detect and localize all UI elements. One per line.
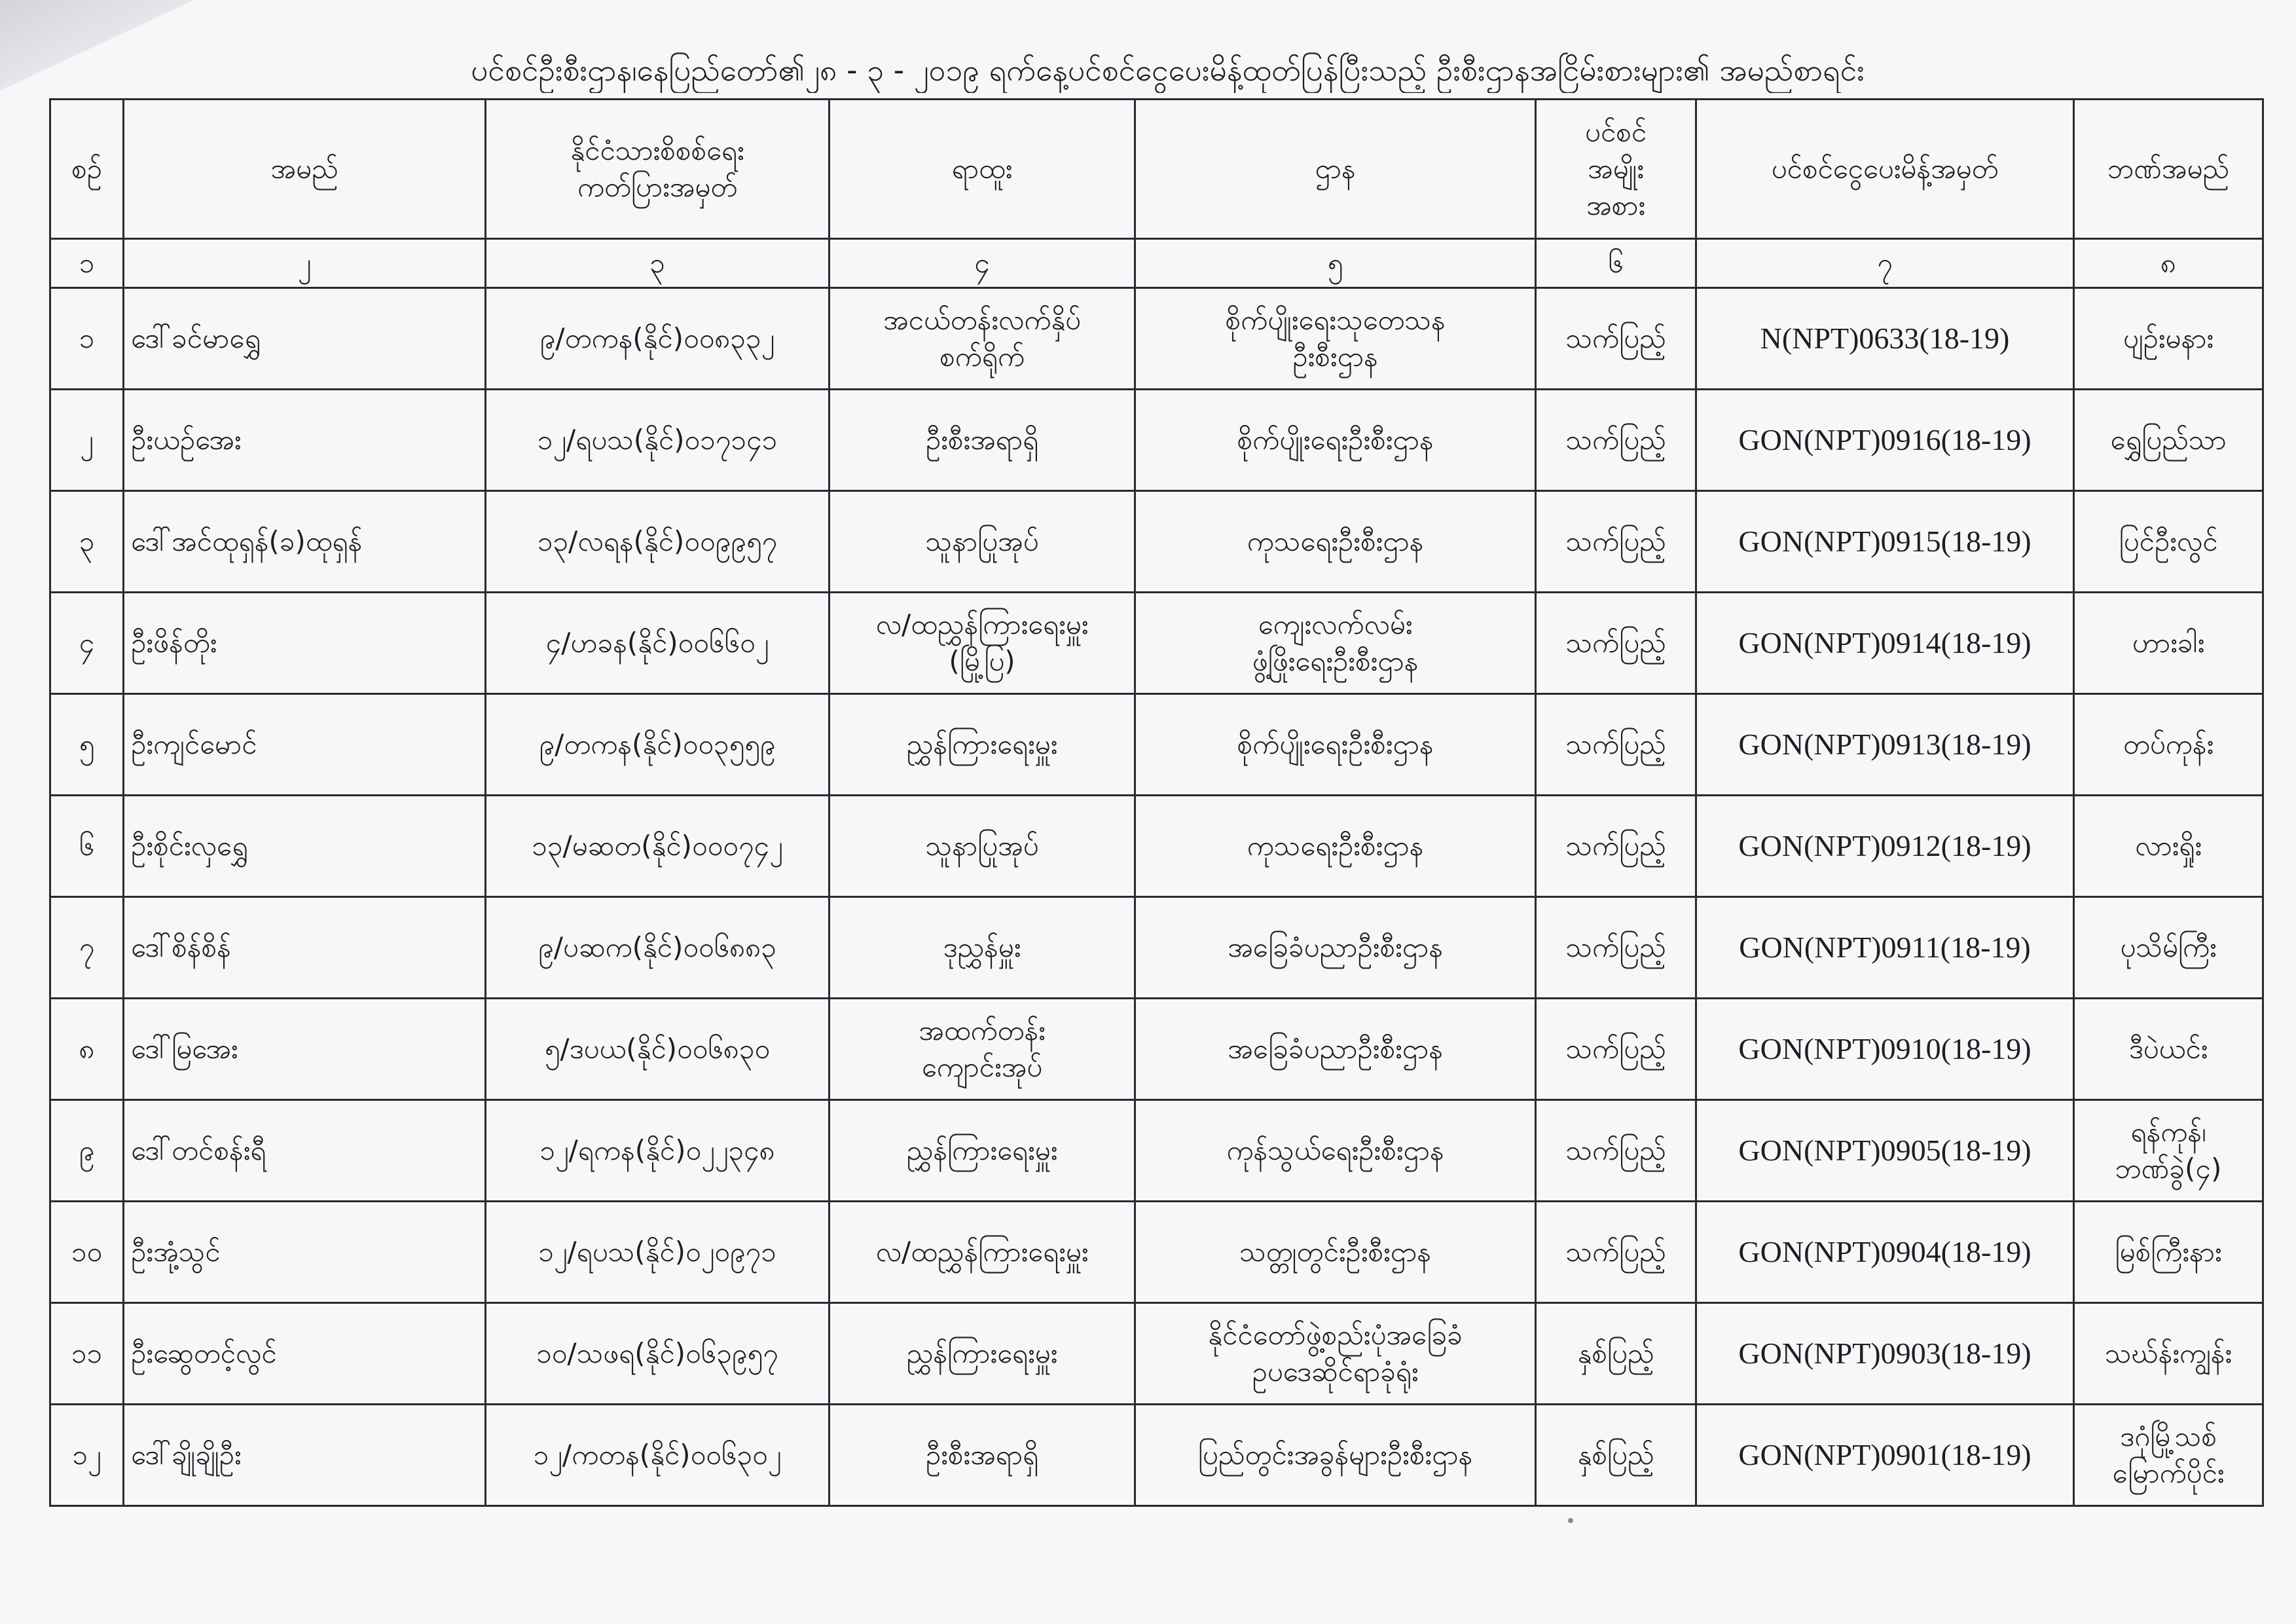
table-row — [50, 897, 2263, 999]
nrc-cell: ၁၂/ရပသ(နိုင်)၀၁၇၁၄၁ — [486, 390, 829, 491]
bank-cell — [2074, 796, 2263, 897]
bank-cell-line: မြောက်ပိုင်း — [2112, 1457, 2225, 1489]
department-cell-line: စိုက်ပျိုးရေးသုတေသန — [1225, 304, 1446, 336]
column-number: ၇ — [1696, 239, 2074, 288]
name-cell: ဒေါ်စိန်စိန် — [124, 897, 486, 999]
pension-type-cell: သက်ပြည့် — [1536, 694, 1696, 796]
nrc-cell: ၉/တကန(နိုင်)၀၀၈၃၃၂ — [486, 288, 829, 390]
department-cell-line: စိုက်ပျိုးရေးဦးစီးဌာန — [1237, 728, 1434, 760]
name-cell: ဒေါ်ခင်မာရွှေ — [124, 288, 486, 390]
nrc-cell: ၁၃/မဆတ(နိုင်)၀၀၀၇၄၂ — [486, 796, 829, 897]
department-cell — [1135, 999, 1536, 1100]
bank-cell — [2074, 593, 2263, 694]
bank-cell-line: မြစ်ကြီးနား — [2115, 1236, 2222, 1268]
table-row — [50, 796, 2263, 897]
permit-number-cell: GON(NPT)0916(18-19) — [1696, 390, 2074, 491]
position-cell-line: လ/ထညွှန်ကြားရေးမှူး — [875, 608, 1089, 640]
row-number-cell: ၁၀ — [50, 1202, 124, 1303]
position-cell-line: အငယ်တန်းလက်နှိပ် — [883, 304, 1082, 336]
name-cell: ဦးစိုင်းလှရွှေ — [124, 796, 486, 897]
column-number: ၃ — [486, 239, 829, 288]
name-cell: ဒေါ်တင်စန်းရီ — [124, 1100, 486, 1202]
name-cell: ဒေါ်အင်ထုရှန်(ခ)ထုရှန် — [124, 491, 486, 593]
bank-cell — [2074, 1100, 2263, 1202]
position-cell — [829, 491, 1135, 593]
department-cell-line: အခြေခံပညာဦးစီးဌာန — [1228, 931, 1443, 963]
pension-type-cell: နှစ်ပြည့် — [1536, 1405, 1696, 1506]
permit-number-cell: GON(NPT)0912(18-19) — [1696, 796, 2074, 897]
department-cell — [1135, 1100, 1536, 1202]
position-cell — [829, 288, 1135, 390]
department-cell-line: နိုင်ငံတော်ဖွဲ့စည်းပုံအခြေခံ — [1208, 1319, 1463, 1351]
row-number-cell: ၄ — [50, 593, 124, 694]
bank-cell-line: ဒီပဲယင်း — [2128, 1033, 2208, 1065]
position-cell — [829, 1100, 1135, 1202]
department-cell-line: ကျေးလက်လမ်း — [1258, 608, 1413, 640]
pension-type-cell: သက်ပြည့် — [1536, 897, 1696, 999]
table-row — [50, 491, 2263, 593]
pension-roster-table — [49, 98, 2264, 1507]
position-cell-line: သူနာပြုအုပ် — [925, 830, 1039, 862]
table-row — [50, 390, 2263, 491]
table-row — [50, 1303, 2263, 1405]
permit-number-cell: GON(NPT)0914(18-19) — [1696, 593, 2074, 694]
nrc-cell: ၉/ပဆက(နိုင်)၀၀၆၈၈၃ — [486, 897, 829, 999]
name-cell: ဒေါ်မြအေး — [124, 999, 486, 1100]
pension-type-cell: နှစ်ပြည့် — [1536, 1303, 1696, 1405]
header-name-line: အမည် — [270, 153, 338, 185]
position-cell — [829, 897, 1135, 999]
header-pension-type-line: အစား — [1586, 189, 1646, 221]
column-number: ၄ — [829, 239, 1135, 288]
permit-number-cell: GON(NPT)0903(18-19) — [1696, 1303, 2074, 1405]
header-bank-line: ဘဏ်အမည် — [2107, 153, 2229, 185]
column-number: ၂ — [124, 239, 486, 288]
table-row — [50, 1100, 2263, 1202]
bank-cell — [2074, 390, 2263, 491]
nrc-cell: ၁၃/လရန(နိုင်)၀၀၉၉၅၇ — [486, 491, 829, 593]
nrc-cell: ၉/တကန(နိုင်)၀၀၃၅၅၉ — [486, 694, 829, 796]
bank-cell-line: ဒဂုံမြို့သစ် — [2120, 1420, 2217, 1452]
department-cell-line: ကုသရေးဦးစီးဌာန — [1247, 525, 1424, 557]
column-number: ၅ — [1135, 239, 1536, 288]
department-cell-line: ဖွံ့ဖြိုးရေးဦးစီးဌာန — [1252, 645, 1419, 677]
column-number: ၈ — [2074, 239, 2263, 288]
bank-cell — [2074, 694, 2263, 796]
table-header-row — [50, 100, 2263, 239]
position-cell-line: အထက်တန်း — [919, 1014, 1046, 1046]
column-number: ၆ — [1536, 239, 1696, 288]
bank-cell-line: ဘဏ်ခွဲ(၄) — [2115, 1153, 2222, 1185]
position-cell-line: ဦးစီးအရာရှိ — [925, 1439, 1039, 1471]
permit-number-cell: GON(NPT)0913(18-19) — [1696, 694, 2074, 796]
header-no — [50, 100, 124, 239]
table-row — [50, 288, 2263, 390]
position-cell — [829, 694, 1135, 796]
name-cell: ဦးဆွေတင့်လွင် — [124, 1303, 486, 1405]
position-cell — [829, 1303, 1135, 1405]
department-cell-line: ဦးစီးဌာန — [1292, 341, 1378, 373]
department-cell — [1135, 694, 1536, 796]
position-cell-line: ဒုညွှန်မှူး — [943, 931, 1021, 963]
header-permit-no — [1696, 100, 2074, 239]
pension-type-cell: သက်ပြည့် — [1536, 999, 1696, 1100]
position-cell — [829, 999, 1135, 1100]
table-row — [50, 1202, 2263, 1303]
permit-number-cell: GON(NPT)0904(18-19) — [1696, 1202, 2074, 1303]
position-cell-line: ကျောင်းအုပ် — [921, 1051, 1043, 1083]
table-body — [50, 288, 2263, 1506]
row-number-cell: ၃ — [50, 491, 124, 593]
header-permit-no-line: ပင်စင်ငွေပေးမိန့်အမှတ် — [1771, 153, 1999, 185]
bank-cell-line: သဃ်န်းကျွန်း — [2104, 1337, 2232, 1369]
permit-number-cell: GON(NPT)0905(18-19) — [1696, 1100, 2074, 1202]
header-name — [124, 100, 486, 239]
header-nrc — [486, 100, 829, 239]
bank-cell-line: ပုသိမ်ကြီး — [2120, 931, 2217, 963]
position-cell — [829, 390, 1135, 491]
name-cell: ဦးကျင်မောင် — [124, 694, 486, 796]
bank-cell — [2074, 1202, 2263, 1303]
bank-cell — [2074, 491, 2263, 593]
bank-cell-line: ရန်ကုန်၊ — [2130, 1116, 2206, 1148]
position-cell-line: လ/ထညွှန်ကြားရေးမှူး — [875, 1236, 1089, 1268]
header-pension-type-line: ပင်စင် — [1584, 116, 1647, 148]
bank-cell — [2074, 897, 2263, 999]
department-cell — [1135, 593, 1536, 694]
position-cell — [829, 593, 1135, 694]
bank-cell-line: ရွှေပြည်သာ — [2110, 424, 2227, 456]
header-position — [829, 100, 1135, 239]
department-cell — [1135, 897, 1536, 999]
header-pension-type-line: အမျိုး — [1588, 153, 1644, 185]
nrc-cell: ၄/ဟခန(နိုင်)၀၀၆၆၀၂ — [486, 593, 829, 694]
header-pension-type — [1536, 100, 1696, 239]
nrc-cell: ၁၂/ရပသ(နိုင်)၀၂၀၉၇၁ — [486, 1202, 829, 1303]
bank-cell-line: ဟားခါး — [2132, 627, 2205, 659]
department-cell-line: အခြေခံပညာဦးစီးဌာန — [1228, 1033, 1443, 1065]
document-title: ပင်စင်ဦးစီးဌာန၊နေပြည်တော်၏၂၈ - ၃ - ၂၀၁၉ ရက်နေ့ပင်စင်ငွေပေးမိန့်ထုတ်ပြန်ပြီးသည့် ဦးစီးဌာနအငြိမ်းစားများ၏ အမည်စာရင်း — [471, 52, 1865, 88]
department-cell-line: ကုန်သွယ်ရေးဦးစီးဌာန — [1226, 1134, 1444, 1166]
pension-type-cell: သက်ပြည့် — [1536, 288, 1696, 390]
name-cell: ဦးအုံ့သွင် — [124, 1202, 486, 1303]
position-cell-line: ညွှန်ကြားရေးမှူး — [906, 728, 1058, 760]
pension-type-cell: သက်ပြည့် — [1536, 1202, 1696, 1303]
header-nrc-line: ကတ်ပြားအမှတ် — [577, 171, 738, 203]
department-cell — [1135, 1405, 1536, 1506]
department-cell — [1135, 288, 1536, 390]
row-number-cell: ၁၂ — [50, 1405, 124, 1506]
bank-cell-line: ပြင်ဦးလွင် — [2119, 525, 2218, 557]
pension-type-cell: သက်ပြည့် — [1536, 1100, 1696, 1202]
permit-number-cell: GON(NPT)0901(18-19) — [1696, 1405, 2074, 1506]
table-row — [50, 694, 2263, 796]
scan-speck — [1568, 1518, 1573, 1523]
pension-type-cell: သက်ပြည့် — [1536, 593, 1696, 694]
nrc-cell: ၁၀/သဖရ(နိုင်)၀၆၃၉၅၇ — [486, 1303, 829, 1405]
position-cell-line: သူနာပြုအုပ် — [925, 525, 1039, 557]
bank-cell-line: တပ်ကုန်း — [2123, 728, 2214, 760]
name-cell: ဦးယဉ်အေး — [124, 390, 486, 491]
position-cell — [829, 1202, 1135, 1303]
permit-number-cell: N(NPT)0633(18-19) — [1696, 288, 2074, 390]
position-cell — [829, 1405, 1135, 1506]
permit-number-cell: GON(NPT)0915(18-19) — [1696, 491, 2074, 593]
header-nrc-line: နိုင်ငံသားစိစစ်ရေး — [570, 134, 744, 166]
row-number-cell: ၈ — [50, 999, 124, 1100]
department-cell — [1135, 796, 1536, 897]
row-number-cell: ၉ — [50, 1100, 124, 1202]
header-department — [1135, 100, 1536, 239]
bank-cell-line: ပျဉ်းမနား — [2123, 322, 2214, 354]
table-row — [50, 593, 2263, 694]
row-number-cell: ၁၁ — [50, 1303, 124, 1405]
nrc-cell: ၁၂/ကတန(နိုင်)၀၀၆၃၀၂ — [486, 1405, 829, 1506]
position-cell-line: (မြို့ပြ) — [949, 645, 1015, 677]
table-row — [50, 999, 2263, 1100]
department-cell-line: ကုသရေးဦးစီးဌာန — [1247, 830, 1424, 862]
department-cell-line: သတ္တုတွင်းဦးစီးဌာန — [1239, 1236, 1431, 1268]
bank-cell — [2074, 288, 2263, 390]
department-cell — [1135, 1303, 1536, 1405]
position-cell-line: စက်ရိုက် — [939, 341, 1025, 373]
pension-type-cell: သက်ပြည့် — [1536, 491, 1696, 593]
header-no-line: စဉ် — [71, 153, 102, 185]
position-cell — [829, 796, 1135, 897]
permit-number-cell: GON(NPT)0910(18-19) — [1696, 999, 2074, 1100]
pension-type-cell: သက်ပြည့် — [1536, 796, 1696, 897]
table-row — [50, 1405, 2263, 1506]
department-cell — [1135, 390, 1536, 491]
position-cell-line: ညွှန်ကြားရေးမှူး — [906, 1337, 1058, 1369]
bank-cell — [2074, 1405, 2263, 1506]
row-number-cell: ၅ — [50, 694, 124, 796]
nrc-cell: ၅/ဒပယ(နိုင်)၀၀၆၈၃၀ — [486, 999, 829, 1100]
row-number-cell: ၆ — [50, 796, 124, 897]
name-cell: ဒေါ်ချိုချိုဦး — [124, 1405, 486, 1506]
row-number-cell: ၇ — [50, 897, 124, 999]
header-bank — [2074, 100, 2263, 239]
bank-cell — [2074, 1303, 2263, 1405]
row-number-cell: ၁ — [50, 288, 124, 390]
department-cell — [1135, 491, 1536, 593]
bank-cell — [2074, 999, 2263, 1100]
department-cell-line: ဥပဒေဆိုင်ရာခုံရုံး — [1252, 1356, 1419, 1388]
department-cell-line: စိုက်ပျိုးရေးဦးစီးဌာန — [1237, 424, 1434, 456]
name-cell: ဦးဖိန်တိုး — [124, 593, 486, 694]
column-number: ၁ — [50, 239, 124, 288]
position-cell-line: ဦးစီးအရာရှိ — [925, 424, 1039, 456]
department-cell-line: ပြည်တွင်းအခွန်များဦးစီးဌာန — [1197, 1439, 1473, 1471]
permit-number-cell: GON(NPT)0911(18-19) — [1696, 897, 2074, 999]
column-number-row — [50, 239, 2263, 288]
header-department-line: ဌာန — [1315, 153, 1356, 185]
bank-cell-line: လားရှိုး — [2134, 830, 2202, 862]
row-number-cell: ၂ — [50, 390, 124, 491]
header-position-line: ရာထူး — [951, 153, 1013, 185]
nrc-cell: ၁၂/ရကန(နိုင်)၀၂၂၃၄၈ — [486, 1100, 829, 1202]
department-cell — [1135, 1202, 1536, 1303]
position-cell-line: ညွှန်ကြားရေးမှူး — [906, 1134, 1058, 1166]
pension-type-cell: သက်ပြည့် — [1536, 390, 1696, 491]
